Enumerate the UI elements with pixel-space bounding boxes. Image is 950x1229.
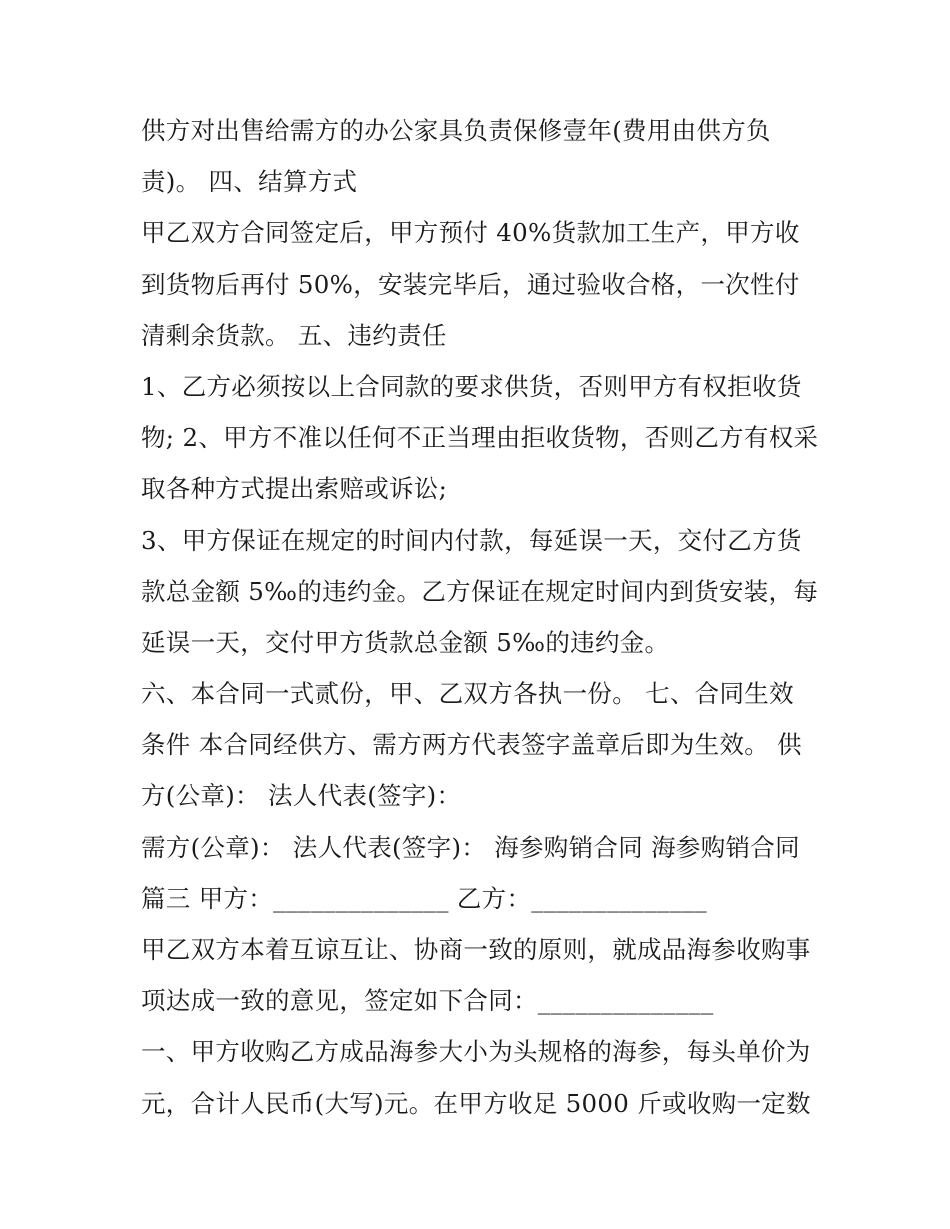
text-line: 方(公章)： 法人代表(签字)：	[141, 781, 462, 811]
text-line: 3、甲方保证在规定的时间内付款，每延误一天，交付乙方货	[141, 525, 802, 555]
text-line: 项达成一致的意见，签定如下合同：______________	[141, 986, 714, 1016]
text-line: 甲乙双方合同签定后，甲方预付 40%货款加工生产，甲方收	[141, 218, 800, 248]
text-line: 一、甲方收购乙方成品海参大小为头规格的海参，每头单价为	[141, 1037, 811, 1067]
text-line: 到货物后再付 50%，安装完毕后，通过验收合格，一次性付	[141, 269, 800, 299]
text-line: 元，合计人民币(大写)元。在甲方收足 5000 斤或收购一定数	[141, 1088, 811, 1118]
text-line: 条件 本合同经供方、需方两方代表签字盖章后即为生效。 供	[141, 730, 802, 760]
text-line: 供方对出售给需方的办公家具负责保修壹年(费用由供方负	[141, 116, 771, 145]
document-body	[141, 111, 821, 1135]
text-line: 需方(公章)： 法人代表(签字)： 海参购销合同 海参购销合同	[141, 832, 800, 862]
text-line: 物; 2、甲方不准以任何不正当理由拒收货物，否则乙方有权采	[141, 423, 819, 453]
text-line: 清剩余货款。 五、违约责任	[141, 320, 447, 350]
text-line: 责)。 四、结算方式	[141, 167, 358, 197]
text-line: 甲乙双方本着互谅互让、协商一致的原则，就成品海参收购事	[141, 935, 811, 964]
text-line: 六、本合同一式贰份，甲、乙双方各执一份。 七、合同生效	[141, 679, 794, 709]
text-line: 取各种方式提出索赔或诉讼;	[141, 474, 448, 504]
text-line: 篇三 甲方：______________ 乙方：______________	[141, 883, 707, 913]
text-line: 延误一天，交付甲方货款总金额 5‰的违约金。	[141, 627, 670, 657]
text-line: 款总金额 5‰的违约金。乙方保证在规定时间内到货安装，每	[141, 576, 819, 606]
text-line: 1、乙方必须按以上合同款的要求供货，否则甲方有权拒收货	[141, 371, 802, 401]
